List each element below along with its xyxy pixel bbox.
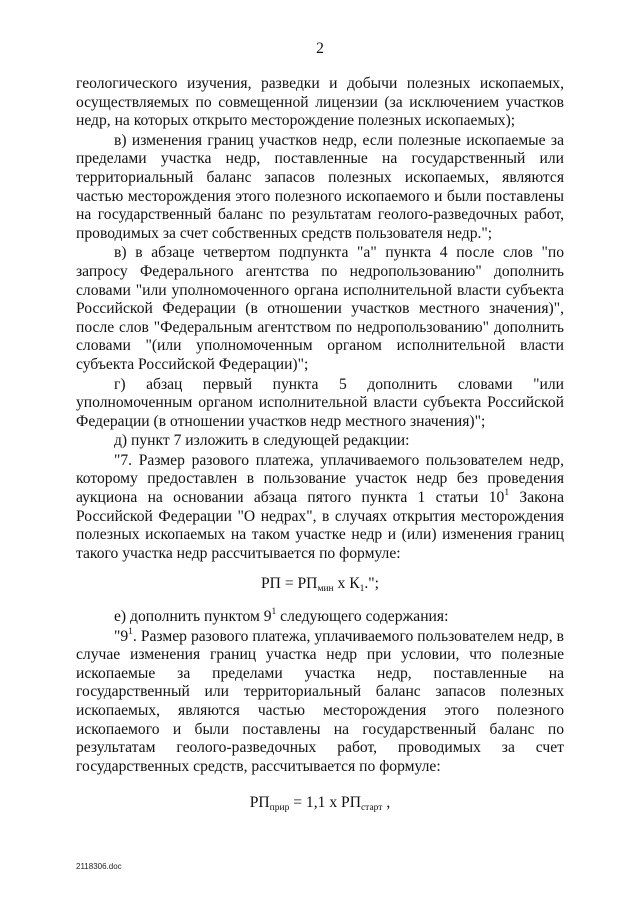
page-number: 2 bbox=[316, 40, 324, 57]
paragraph-item-v-2: в) в абзаце четвертом подпункта "а" пункта 4 после слов "по запросу Федерального агентства по недропользованию" дополнить словами "или уполномоченного органа исполнительной власти субъекта Российской Федерации (в отношении участков местного значения)", после слов "Федеральным агентством по недропользованию" дополнить словами "(или уполномоченным органом исполнительной власти субъекта Российской Федерации)"; bbox=[76, 244, 564, 373]
document-footer-filename: 2118306.doc bbox=[76, 862, 122, 871]
formula2-mid: = 1,1 x РП bbox=[289, 794, 361, 812]
item-e-text-a: е) дополнить пунктом 9 bbox=[114, 608, 272, 626]
clause-7-text-b: Закона Российской Федерации "О недрах", в случаях открытия месторождения полезных ископаемых на таком участке недр и (или) изменения границ такого участка недр рассчитывается по формуле: bbox=[76, 489, 564, 562]
paragraph-item-g: г) абзац первый пункта 5 дополнить словами "или уполномоченным органом исполнительной власти субъекта Российской Федерации (в отношении участков недр местного значения)"; bbox=[76, 375, 564, 430]
formula1-tail: ."; bbox=[364, 575, 379, 593]
formula2-lhs: РП bbox=[249, 794, 270, 812]
formula2-sub-start: старт bbox=[360, 803, 383, 814]
formula2-sub-prir: прир bbox=[269, 803, 290, 814]
formula2-tail: , bbox=[382, 794, 391, 812]
clause-7-superscript: 1 bbox=[504, 488, 510, 499]
paragraph-clause-9-1 bbox=[76, 628, 564, 777]
paragraph-item-d: д) пункт 7 изложить в следующей редакции: bbox=[114, 432, 410, 450]
formula1-sub-1: 1 bbox=[359, 584, 365, 595]
clause-9-1-text-a: "9 bbox=[114, 627, 129, 645]
item-e-superscript: 1 bbox=[271, 607, 277, 618]
item-e-text-b: следующего содержания: bbox=[276, 608, 449, 626]
formula-rp-min bbox=[76, 575, 564, 594]
paragraph-item-e bbox=[76, 608, 564, 627]
document-body bbox=[76, 75, 564, 813]
clause-7-text-a: "7. Размер разового платежа, уплачиваемого пользователем недр, которому предоставлен в пользование участок недр без проведения аукциона на основании абзаца пятого пункта 1 статьи 10 bbox=[76, 451, 564, 507]
formula1-sub-min: мин bbox=[317, 584, 334, 595]
clause-9-1-text-b: . Размер разового платежа, уплачиваемого пользователем недр, в случае изменения границ участка недр при условии, что полезные ископаемые за пределами участка недр, поставленные на государственный или территориальный баланс запасов полезных ископаемых, являются частью месторождения этого полезного ископаемого и были поставлены на государственный баланс по результатам геолого-разведочных работ, проводимых за счет государственных средств, рассчитывается по формуле: bbox=[76, 627, 564, 775]
paragraph-clause-7 bbox=[76, 452, 564, 564]
paragraph-item-v-1: в) изменения границ участков недр, если полезные ископаемые за пределами участка недр, поставленные на государственный или территориальный баланс запасов полезных ископаемых, являются частью месторождения этого полезного ископаемого и были поставлены на государственный баланс по результатам геолого-разведочных работ, проводимых за счет собственных средств пользователя недр."; bbox=[76, 131, 564, 242]
formula-rp-prir bbox=[76, 794, 564, 813]
clause-9-1-superscript: 1 bbox=[128, 626, 133, 637]
formula1-lhs: РП = РП bbox=[260, 575, 318, 593]
paragraph-continuation: геологического изучения, разведки и добычи полезных ископаемых, осуществляемых по совмещенной лицензии (за исключением участков недр, на которых открыто месторождение полезных ископаемых); bbox=[76, 75, 564, 130]
formula1-mid: x К bbox=[333, 575, 360, 593]
